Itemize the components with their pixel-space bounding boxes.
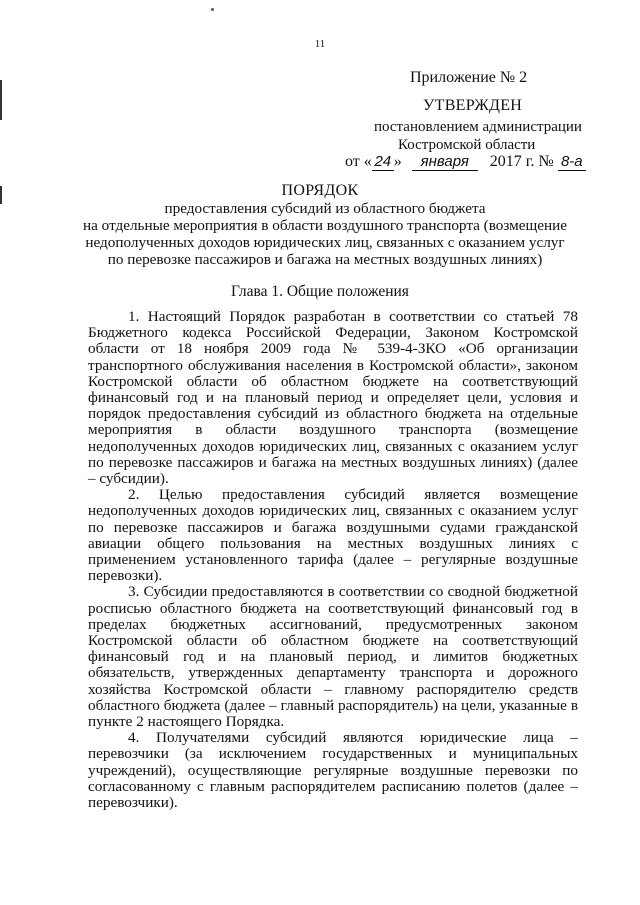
date-quote-close: » — [393, 153, 402, 170]
subtitle-line: на отдельные мероприятия в области воздушного транспорта (возмещение — [83, 217, 567, 234]
paragraph-1: 1. Настоящий Порядок разработан в соответствии со статьей 78 Бюджетного кодекса Российской Федерации, Законом Костромской области от 18 ноября 2009 года № 539-4-ЗКО «Об организации транспортного обслуживания населения в Костромской области», законом Костромской области об областном бюджете на соответствующий финансовый год и на плановый период и определяет цели, условия и порядок предоставления субсидий из областного бюджета на отдельные мероприятия в области воздушного транспорта (возмещение недополученных доходов юридических лиц, связанных с оказанием услуг по перевозке пассажиров и багажа на местных воздушных линиях) (далее – субсидии). — [88, 308, 578, 488]
chapter-heading: Глава 1. Общие положения — [231, 283, 409, 300]
subtitle-line: предоставления субсидий из областного бюджета — [164, 200, 486, 217]
document-title: ПОРЯДОК — [281, 182, 359, 199]
paragraph-4: 4. Получателями субсидий являются юридические лица – перевозчики (за исключением государственных и муниципальных учреждений), осуществляющие регулярные воздушные перевозки по согласованному с главным распорядителем расписанию полетов (далее – перевозчики). — [88, 729, 578, 812]
paragraph-3: 3. Субсидии предоставляются в соответствии со сводной бюджетной росписью областного бюджета на соответствующий финансовый год в пределах бюджетных ассигнований, предусмотренных законом Костромской области об областном бюджете на соответствующий финансовый год и на плановый период, и лимитов бюджетных обязательств, утвержденных департаменту транспорта и дорожного хозяйства Костромской области – главному распорядителю средств областного бюджета (далее – главный распорядитель) на цели, указанные в пункте 2 настоящего Порядка. — [88, 583, 578, 731]
approved-region: Костромской области — [398, 137, 536, 153]
annex-label: Приложение № 2 — [410, 69, 528, 86]
approved-by: постановлением администрации — [374, 119, 582, 135]
date-day: 24 — [372, 154, 394, 171]
subtitle-line: недополученных доходов юридических лиц, связанных с оказанием услуг — [85, 234, 565, 251]
subtitle-line: по перевозке пассажиров и багажа на местных воздушных линиях) — [107, 251, 543, 268]
date-year: 2017 г. № — [489, 153, 554, 170]
date-prefix: от « — [345, 153, 372, 170]
paragraph-2: 2. Целью предоставления субсидий является возмещение недополученных доходов юридических лиц, связанных с оказанием услуг по перевозке пассажиров и багажа воздушными судами гражданской авиации общего пользования на местных воздушных линиях с применением установленного тарифа (далее – регулярные воздушные перевозки). — [88, 486, 578, 585]
document-body — [88, 309, 578, 811]
date-month: января — [412, 154, 478, 171]
approval-date-line — [345, 153, 586, 171]
scan-margin-mark — [0, 80, 2, 120]
scan-dot — [211, 8, 214, 11]
approved-label: УТВЕРЖДЕН — [423, 97, 523, 114]
page-number: 11 — [314, 38, 326, 50]
document-number: 8-а — [558, 154, 586, 171]
document-subtitle — [60, 200, 590, 268]
